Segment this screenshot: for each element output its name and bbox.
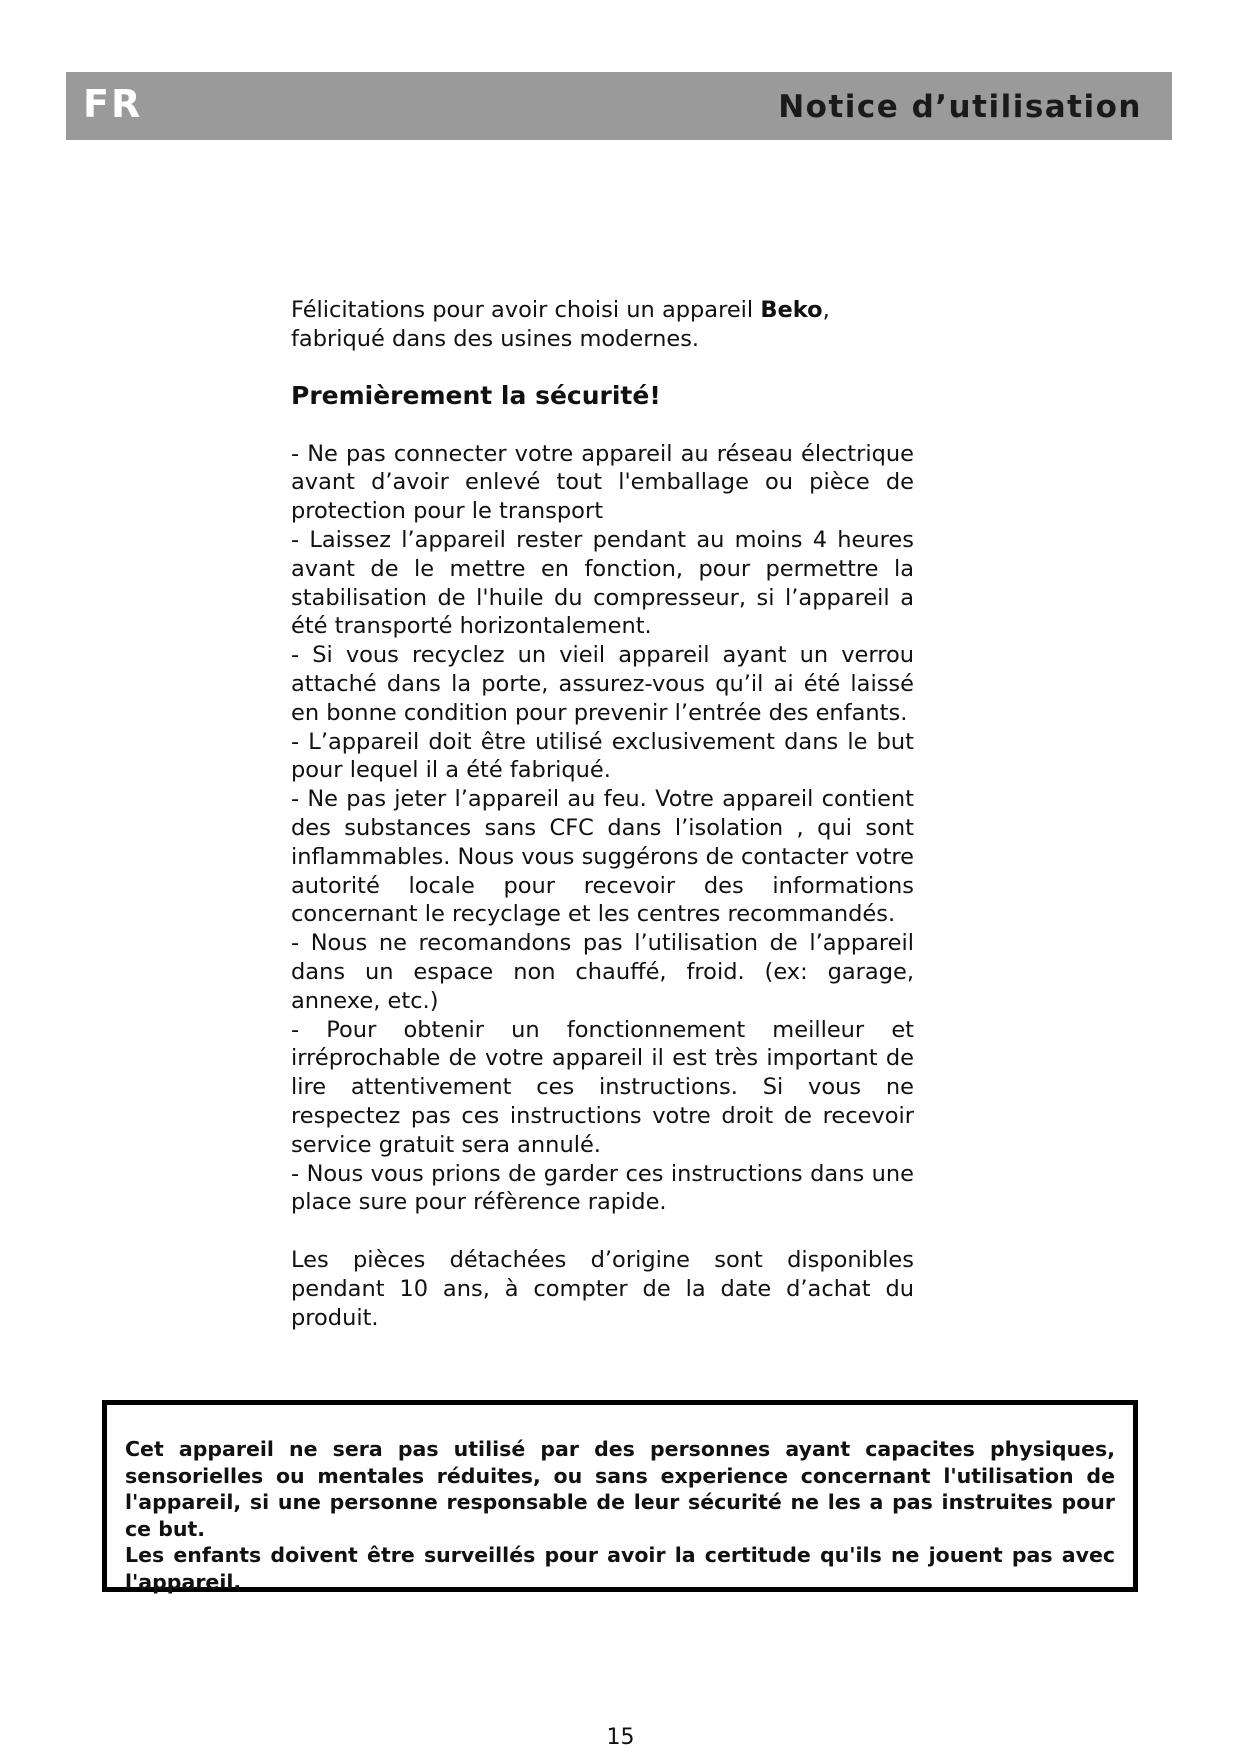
safety-rule: - L’appareil doit être utilisé exclusivement dans le but pour lequel il a été fabriqué. <box>291 728 914 784</box>
spare-parts-paragraph: Les pièces détachées d’origine sont disponibles pendant 10 ans, à compter de la date d’achat du produit. <box>291 1247 914 1331</box>
document-title: Notice d’utilisation <box>778 89 1142 125</box>
intro-line-2: fabriqué dans des usines modernes. <box>291 325 700 352</box>
section-heading: Premièrement la sécurité! <box>291 380 661 410</box>
warning-paragraph-1: Cet appareil ne sera pas utilisé par des personnes ayant capacites physiques, sensorielles ou mentales réduites, ou sans experience concernant l'utilisation de l'appareil, si une personne responsable de leur sécurité ne les a pas instruites pour ce but. <box>125 1437 1115 1541</box>
safety-rule: - Pour obtenir un fonctionnement meilleur et irréprochable de votre appareil il est très important de lire attentivement ces instructions. Si vous ne respectez pas ces instructions votre droit de recevoir service gratuit sera annulé. <box>291 1016 914 1158</box>
safety-rules-list <box>291 440 914 1218</box>
safety-rule: - Ne pas jeter l’appareil au feu. Votre appareil contient des substances sans CFC dans l’isolation , qui sont inflammables. Nous vous suggérons de contacter votre autorité locale pour recevoir des informations concernant le recyclage et les centres recommandés. <box>291 786 914 928</box>
language-code: FR <box>83 82 143 126</box>
page-number: 15 <box>606 1725 635 1750</box>
safety-rule: - Nous vous prions de garder ces instructions dans une place sure pour réfèrence rapide. <box>291 1160 914 1216</box>
safety-rule: - Laissez l’appareil rester pendant au moins 4 heures avant de le mettre en fonction, pour permettre la stabilisation de l'huile du compresseur, si l’appareil a été transporté horizontalement. <box>291 526 914 640</box>
warning-paragraph-2: Les enfants doivent être surveillés pour avoir la certitude qu'ils ne jouent pas avec l'appareil. <box>125 1543 1115 1594</box>
warning-box <box>102 1400 1138 1592</box>
safety-rule: - Si vous recyclez un vieil appareil ayant un verrou attaché dans la porte, assurez-vous qu’il ai été laissé en bonne condition pour prevenir l’entrée des enfants. <box>291 642 914 726</box>
brand-name: Beko <box>760 297 823 323</box>
safety-rule: - Ne pas connecter votre appareil au réseau électrique avant d’avoir enlevé tout l'emballage ou pièce de protection pour le transport <box>291 440 914 525</box>
intro-text: Félicitations pour avoir choisi un appareil <box>291 297 761 323</box>
intro-comma: , <box>822 297 830 323</box>
page-header <box>66 72 1172 140</box>
main-content <box>291 296 914 1333</box>
intro-paragraph <box>291 296 914 354</box>
safety-rule: - Nous ne recomandons pas l’utilisation de l’appareil dans un espace non chauffé, froid. (ex: garage, annexe, etc.) <box>291 930 914 1014</box>
warning-text <box>125 1436 1115 1595</box>
